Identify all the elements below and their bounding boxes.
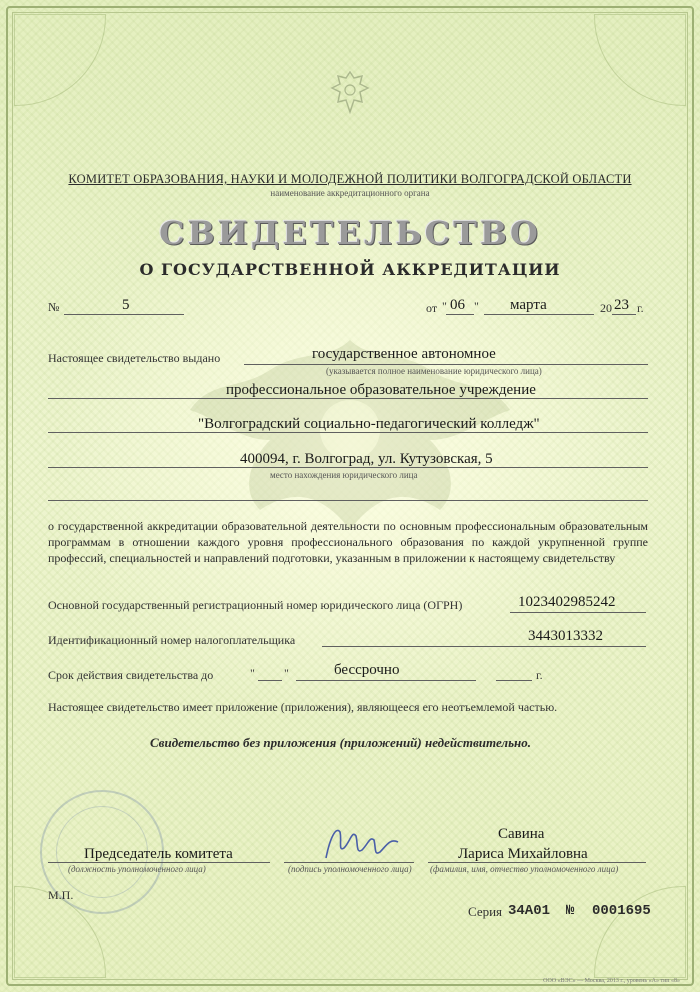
validity-year-mark: г. xyxy=(536,668,543,682)
number-sign: № xyxy=(48,300,60,314)
signatory-position: Председатель комитета xyxy=(84,846,233,862)
year-prefix: 20 xyxy=(600,301,612,315)
validity-value: бессрочно xyxy=(334,662,400,678)
day-underline xyxy=(446,314,474,315)
organization-address: 400094, г. Волгоград, ул. Кутузовская, 5 xyxy=(240,451,493,467)
series-code: 34А01 xyxy=(508,903,551,919)
validity-day-underline xyxy=(258,680,282,681)
signature-hint: (подпись уполномоченного лица) xyxy=(288,864,412,874)
inn-value: 3443013332 xyxy=(528,628,603,644)
document-title: СВИДЕТЕЛЬСТВО xyxy=(159,214,541,252)
date-prefix: от xyxy=(426,301,438,315)
issuing-authority: КОМИТЕТ ОБРАЗОВАНИЯ, НАУКИ И МОЛОДЕЖНОЙ ПОЛИТИКИ ВОЛГОГРАДСКОЙ ОБЛАСТИ xyxy=(68,172,632,186)
authority-hint: наименование аккредитационного органа xyxy=(270,188,430,198)
handwritten-signature-icon xyxy=(318,818,408,868)
name-hint: (фамилия, имя, отчество уполномоченного лица) xyxy=(430,864,619,874)
issued-line-1 xyxy=(244,364,648,365)
issued-label: Настоящее свидетельство выдано xyxy=(48,351,221,365)
signature-underline xyxy=(284,862,414,863)
appendix-note: Настоящее свидетельство имеет приложение (приложения), являющееся его неотъемлемой частью. xyxy=(48,700,558,714)
validity-year-underline xyxy=(496,680,532,681)
address-hint: место нахождения юридического лица xyxy=(270,470,418,480)
accreditation-text: о государственной аккредитации образовательной деятельности по основным профессиональным образовательным программам в отношении каждого уровня профессионального образования по каждой укрупненной группе профессий, специальностей и направлений подготовки, указанным в приложении к настоящему свидетельству xyxy=(48,519,648,565)
organization-line-3: "Волгоградский социально-педагогический колледж" xyxy=(198,416,540,432)
position-underline xyxy=(48,862,270,863)
organization-line-1: государственное автономное xyxy=(312,346,496,362)
date-year: 23 xyxy=(614,297,629,313)
validity-underline xyxy=(296,680,476,681)
month-underline xyxy=(484,314,594,315)
organization-hint: (указывается полное наименование юридического лица) xyxy=(326,366,542,376)
name-underline xyxy=(428,862,646,863)
year-underline xyxy=(612,314,636,315)
seal-place-mark: М.П. xyxy=(48,888,74,902)
invalid-without-appendix-note: Свидетельство без приложения (приложений) недействительно. xyxy=(150,735,531,750)
printer-footer: ООО «ВЭС» — Москва, 2013 г., уровень «А» тип «8» xyxy=(543,978,680,984)
series-number-sign: № xyxy=(566,903,575,919)
date-quote-open: " xyxy=(442,299,447,313)
document-subtitle: О ГОСУДАРСТВЕННОЙ АККРЕДИТАЦИИ xyxy=(139,260,561,279)
number-underline xyxy=(64,314,184,315)
signatory-surname: Савина xyxy=(498,826,545,842)
validity-quote-open: " xyxy=(250,666,255,680)
certificate-number: 5 xyxy=(122,297,130,313)
issued-line-5 xyxy=(48,500,648,501)
ogrn-label: Основной государственный регистрационный номер юридического лица (ОГРН) xyxy=(48,598,463,612)
validity-label: Срок действия свидетельства до xyxy=(48,668,214,682)
ogrn-underline xyxy=(510,612,646,613)
inn-underline xyxy=(322,646,646,647)
inn-label: Идентификационный номер налогоплательщика xyxy=(48,633,296,647)
series-label: Серия xyxy=(468,904,503,919)
position-hint: (должность уполномоченного лица) xyxy=(68,864,206,874)
date-quote-close: " xyxy=(474,299,479,313)
series-number: 0001695 xyxy=(592,903,651,919)
organization-line-2: профессиональное образовательное учреждение xyxy=(226,382,536,398)
coat-of-arms-icon xyxy=(328,68,372,118)
validity-quote-close: " xyxy=(284,666,289,680)
date-day: 06 xyxy=(450,297,465,313)
ogrn-value: 1023402985242 xyxy=(518,594,616,610)
year-mark: г. xyxy=(637,301,644,315)
date-month: марта xyxy=(510,297,547,313)
signatory-name: Лариса Михайловна xyxy=(458,846,588,862)
